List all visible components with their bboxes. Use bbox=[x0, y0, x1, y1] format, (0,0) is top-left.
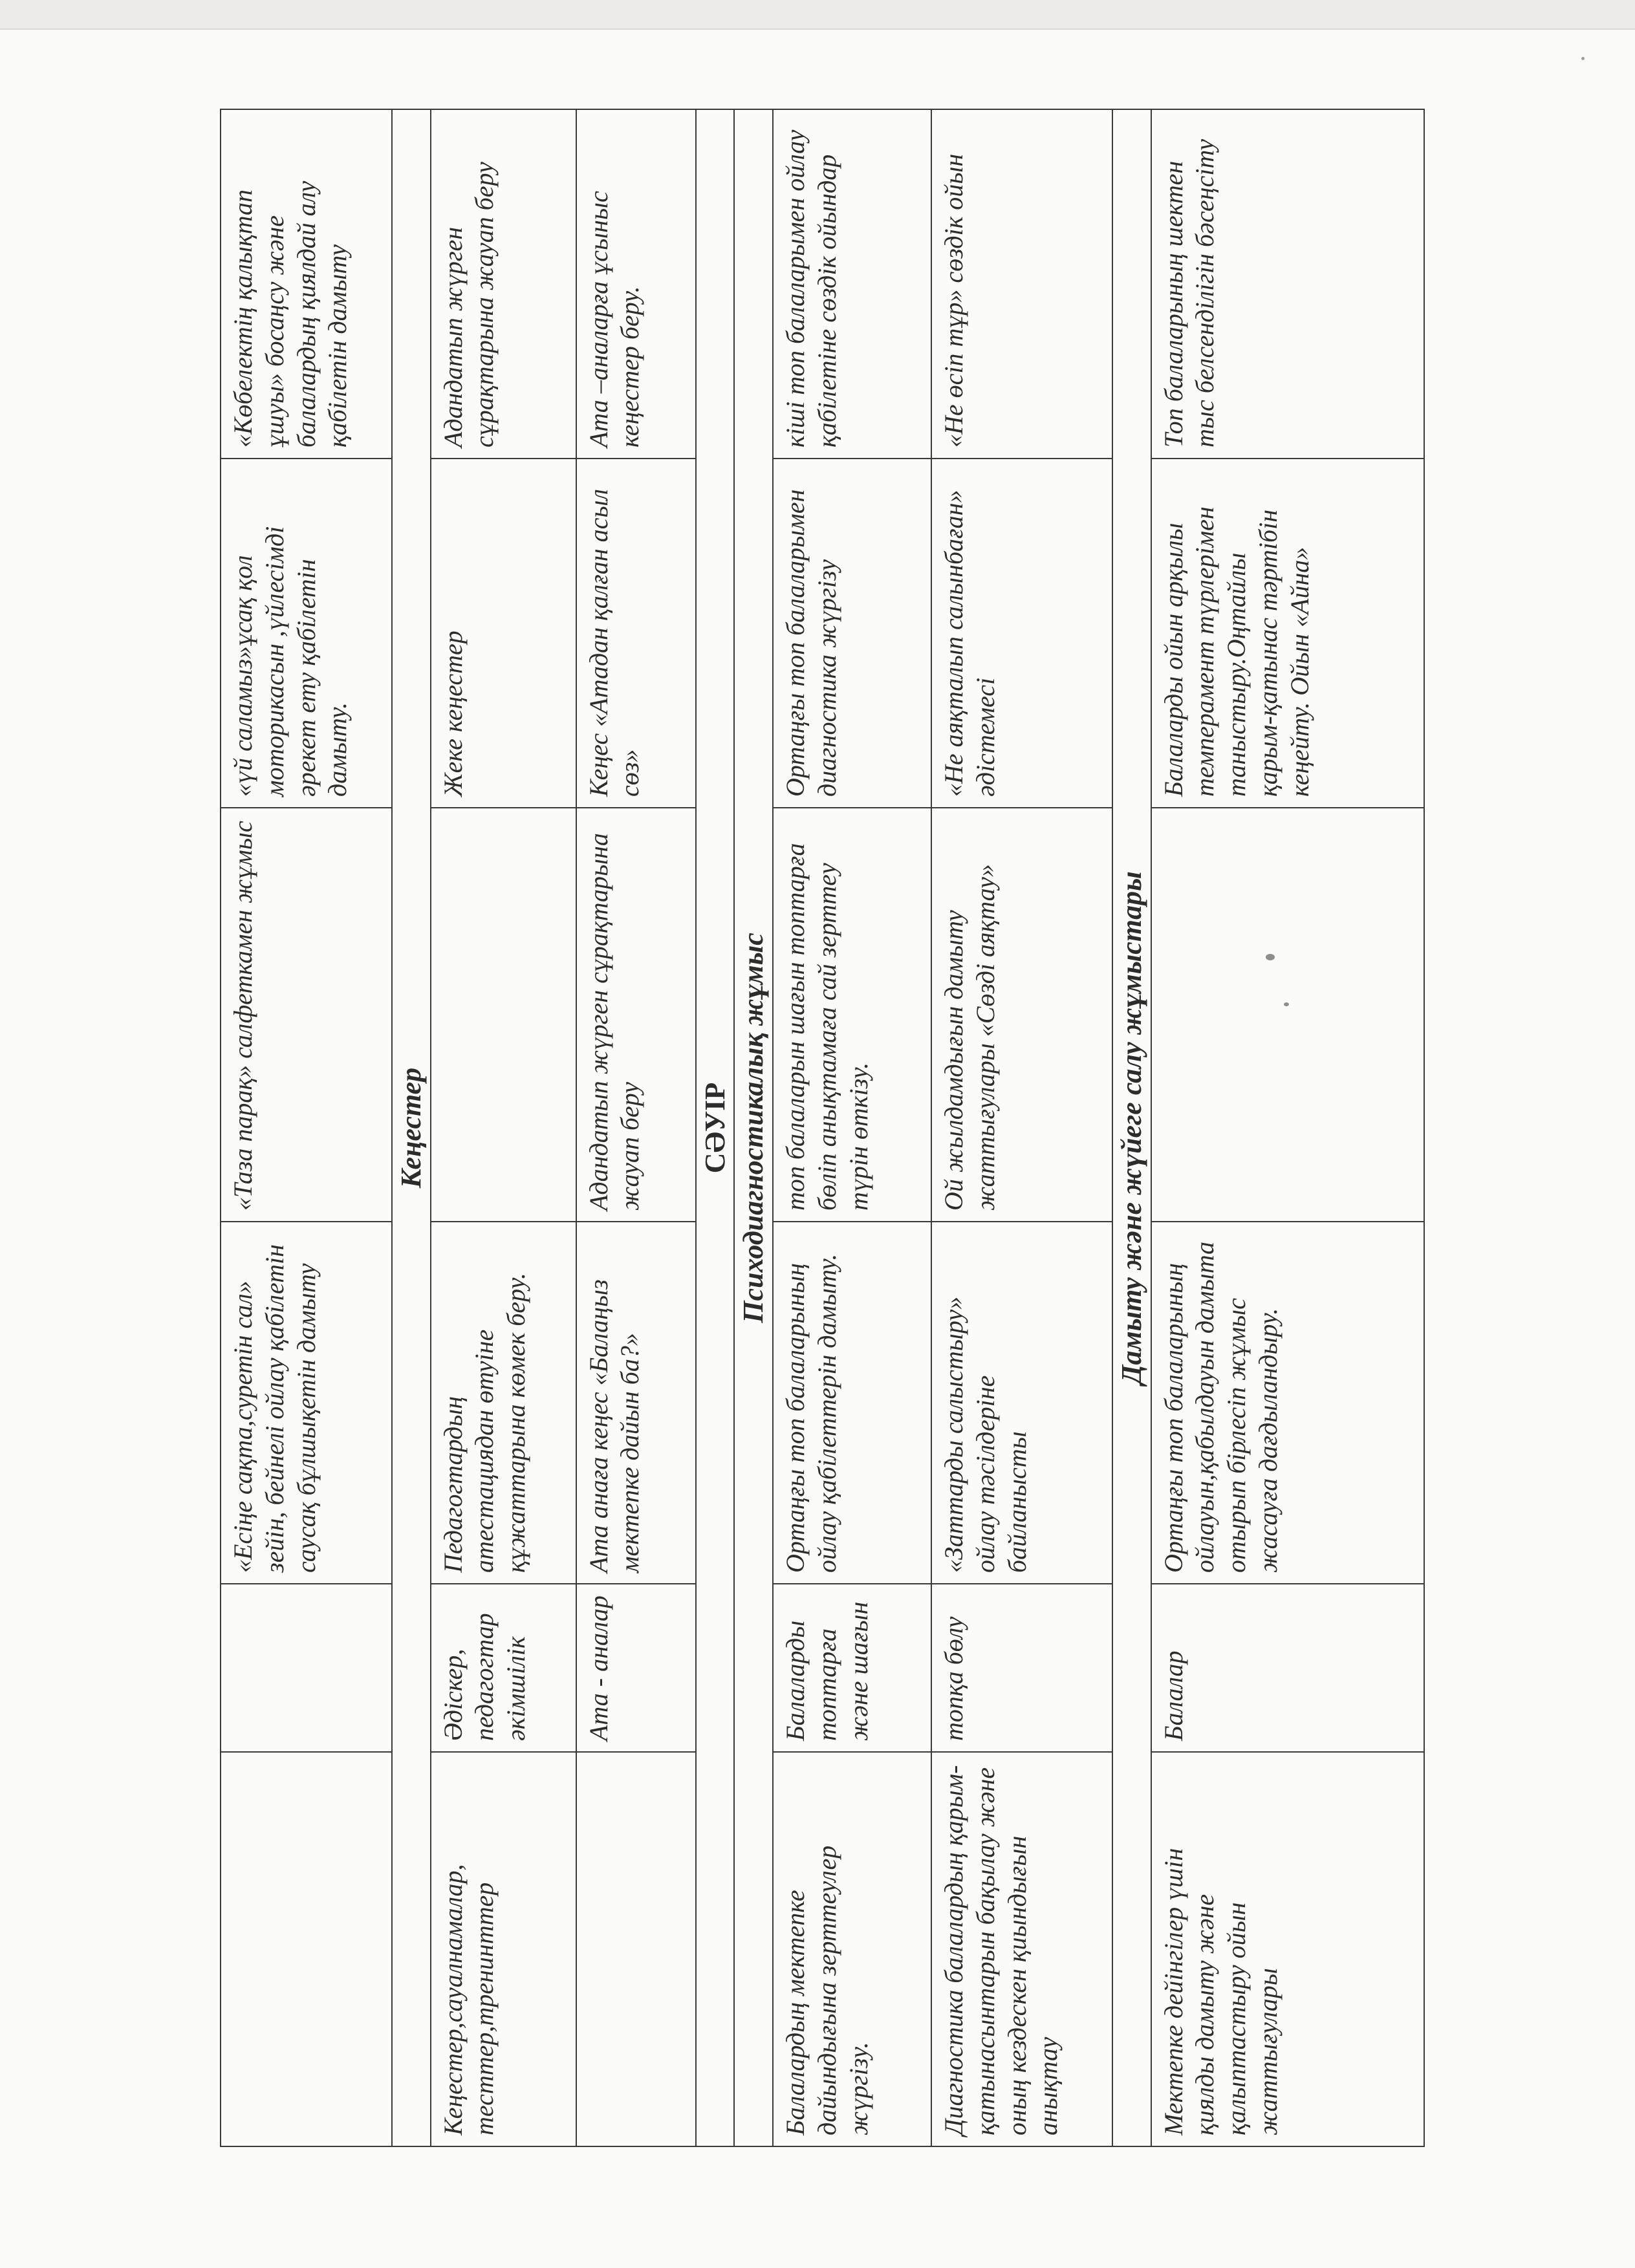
section-heading-row bbox=[1112, 109, 1151, 2146]
table-row bbox=[576, 109, 696, 2146]
table-row bbox=[221, 109, 392, 2146]
cell-activity bbox=[576, 1752, 696, 2146]
cell-participants: топқа бөлу bbox=[931, 1584, 1112, 1752]
cell-week-1: Ата анаға кеңес «Балаңыз мектепке дайын ба?» bbox=[576, 1222, 696, 1584]
cell-participants: Әдіскер, педагогтар әкімшілік bbox=[431, 1584, 576, 1752]
cell-week-4: «Көбелектің қалықтап ұшуы» босаңсу және балалардың қиялдай алу қабілетін дамыту bbox=[221, 109, 392, 459]
table-row bbox=[431, 109, 576, 2146]
cell-week-2: Ой жылдамдығын дамыту жаттығулары «Сөзді аяқтау» bbox=[931, 808, 1112, 1222]
section-heading: Кеңестер bbox=[392, 109, 431, 2146]
cell-week-1: Педагогтардың атестациядан өтуіне құжаттарына көмек беру. bbox=[431, 1222, 576, 1584]
cell-week-4: Адандатып жүрген сұрақтарына жауап беру bbox=[431, 109, 576, 459]
cell-activity bbox=[221, 1752, 392, 2146]
cell-week-4: кіші топ балаларымен ойлау қабілетіне сөздік ойындар bbox=[773, 109, 931, 459]
cell-week-2 bbox=[1151, 808, 1424, 1222]
table-row bbox=[1151, 109, 1424, 2146]
cell-week-1: Ортаңғы топ балаларының ойлау қабілеттерін дамыту. bbox=[773, 1222, 931, 1584]
cell-week-3: «Не аяқталып салынбаған» әдістемесі bbox=[931, 459, 1112, 808]
cell-week-4: «Не өсіп тұр» сөздік ойын bbox=[931, 109, 1112, 459]
cell-week-3: «үй саламыз»ұсақ қол моторикасын ,үйлесімді әрекет ету қабілетін дамыту. bbox=[221, 459, 392, 808]
cell-participants: Балалар bbox=[1151, 1584, 1424, 1752]
cell-week-1: «Есіңе сақта,суретін сал» зейін, бейнелі ойлау қабілетін саусақ бұлшықетін дамыту bbox=[221, 1222, 392, 1584]
cell-activity: Балалардың мектепке дайындығына зерттеулер жүргізу. bbox=[773, 1752, 931, 2146]
rotated-table-container bbox=[220, 110, 1413, 2147]
cell-week-2: топ балаларын шағын топтарға бөліп анықтамаға сай зерттеу түрін өткізу. bbox=[773, 808, 931, 1222]
cell-week-1: «Заттарды салыстыру» ойлау тәсілдеріне байланысты bbox=[931, 1222, 1112, 1584]
cell-activity: Кеңестер,сауалнамалар, тесттер,тренинттер bbox=[431, 1752, 576, 2146]
section-heading: Психодиагностикалық жұмыс bbox=[734, 109, 773, 2146]
section-heading-row bbox=[696, 109, 735, 2146]
section-heading: Дамыту және жүйеге салу жұмыстары bbox=[1112, 109, 1151, 2146]
cell-week-4: Топ балаларының шектен тыс белсенділігін бәсеңсіту bbox=[1151, 109, 1424, 459]
section-heading-row bbox=[734, 109, 773, 2146]
cell-week-2: Адандатып жүрген сұрақтарына жауап беру bbox=[576, 808, 696, 1222]
cell-activity: Мектепке дейінгілер үшін қиялды дамыту және қалыптастыру ойын жаттығулары bbox=[1151, 1752, 1424, 2146]
cell-week-4: Ата –аналарға ұсыныс кеңестер беру. bbox=[576, 109, 696, 459]
table-row bbox=[931, 109, 1112, 2146]
cell-participants: Балаларды топтарға және шағын bbox=[773, 1584, 931, 1752]
cell-week-2: «Таза парақ» салфеткамен жұмыс bbox=[221, 808, 392, 1222]
table-row bbox=[773, 109, 931, 2146]
plan-table bbox=[220, 109, 1425, 2147]
cell-week-3: Ортаңғы топ балаларымен диагностика жүргізу bbox=[773, 459, 931, 808]
section-heading-row bbox=[392, 109, 431, 2146]
cell-week-1: Ортаңғы топ балаларының ойлауын,қабылдауын дамыта отырып бірлесіп жұмыс жасауға дағдыландыру. bbox=[1151, 1222, 1424, 1584]
cell-activity: Диагностика балалардың қарым-қатынасынтарын бақылау және оның кездескен қиындығын анықтау bbox=[931, 1752, 1112, 2146]
cell-week-2 bbox=[431, 808, 576, 1222]
cell-participants: Ата - аналар bbox=[576, 1584, 696, 1752]
cell-week-3: Балаларды ойын арқылы темперамент түрлерімен таныстыру.Оңтайлы қарым-қатынас тәртібін кеңейту. Ойын «Айна» bbox=[1151, 459, 1424, 808]
cell-participants bbox=[221, 1584, 392, 1752]
month-heading: СӘУІР bbox=[696, 109, 735, 2146]
cell-week-3: Кеңес «Атадан қалған асыл сөз» bbox=[576, 459, 696, 808]
cell-week-3: Жеке кеңестер bbox=[431, 459, 576, 808]
